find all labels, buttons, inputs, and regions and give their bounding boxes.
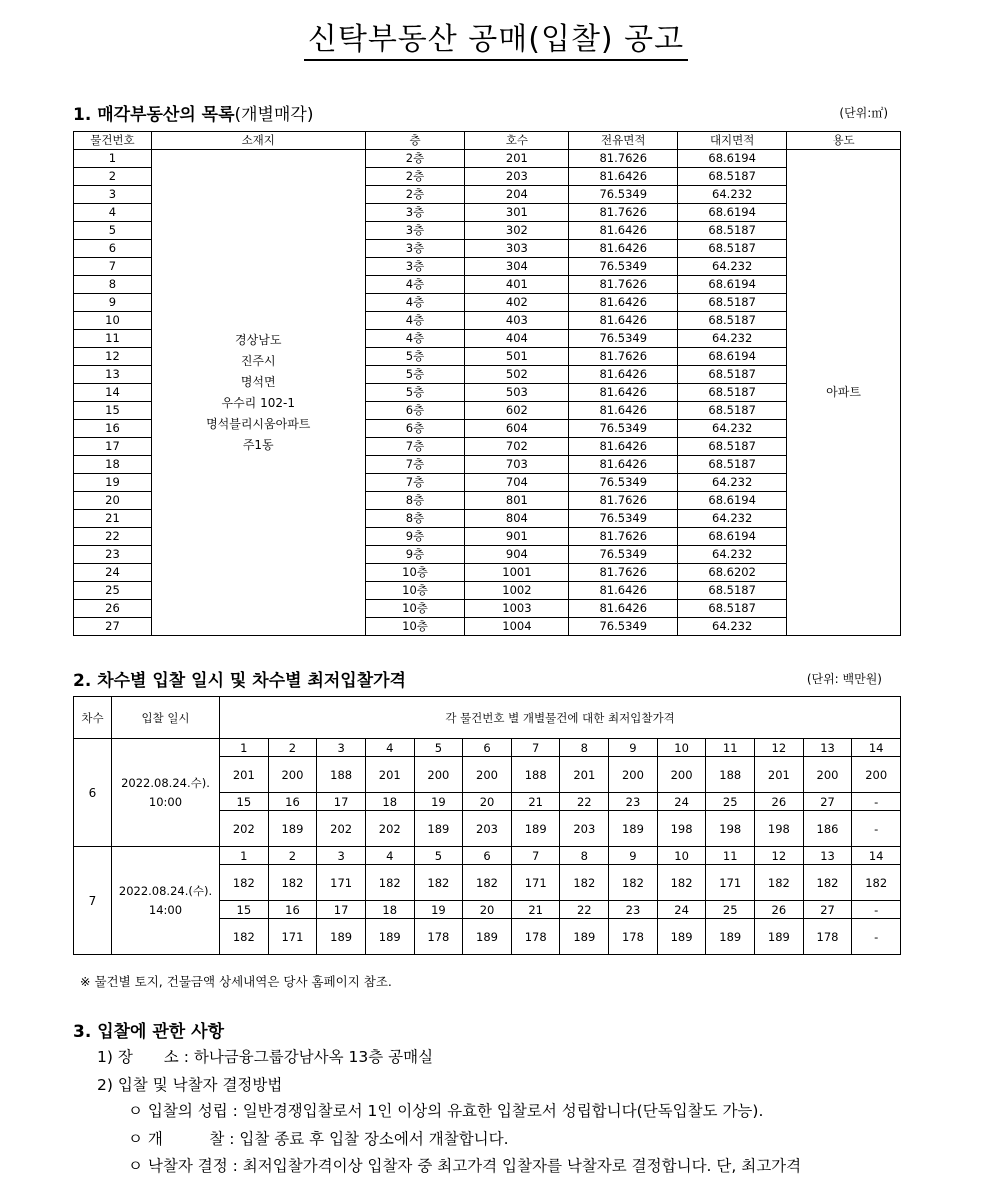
unit-number-cell: 303 [465, 240, 569, 258]
section2-heading: 2. 차수별 입찰 일시 및 차수별 최저입찰가격 [73, 671, 406, 691]
price-cell: 178 [609, 919, 658, 955]
price-cell: 198 [755, 811, 804, 847]
price-cell: 200 [609, 757, 658, 793]
exclusive-area-cell: 81.6426 [569, 168, 678, 186]
location-item: 1) 장 소 : 하나금융그룹강남사옥 13층 공매실 [97, 1048, 434, 1066]
floor-cell: 4층 [365, 276, 465, 294]
floor-cell: 7층 [365, 456, 465, 474]
price-cell: 203 [463, 811, 512, 847]
land-area-cell: 68.5187 [678, 384, 787, 402]
item-number-cell: 9 [609, 739, 658, 757]
price-cell: 189 [657, 919, 706, 955]
section1-unit: (단위:㎡) [839, 106, 888, 120]
exclusive-area-cell: 81.6426 [569, 240, 678, 258]
address-line: 주1동 [242, 437, 274, 452]
item-number-cell: 24 [657, 901, 706, 919]
bid-price-table [73, 696, 901, 955]
item-number-cell: - [852, 901, 901, 919]
item-number-cell: 16 [268, 793, 317, 811]
unit-number-cell: 301 [465, 204, 569, 222]
exclusive-area-cell: 81.6426 [569, 600, 678, 618]
item-number-cell: 20 [74, 492, 152, 510]
land-area-cell: 64.232 [678, 420, 787, 438]
floor-cell: 6층 [365, 402, 465, 420]
item-number-cell: 19 [414, 901, 463, 919]
price-cell: 182 [609, 865, 658, 901]
land-area-cell: 68.5187 [678, 456, 787, 474]
land-area-cell: 68.5187 [678, 312, 787, 330]
item-number-cell: 22 [74, 528, 152, 546]
unit-number-cell: 404 [465, 330, 569, 348]
floor-cell: 5층 [365, 366, 465, 384]
header-row [74, 697, 901, 739]
price-cell: 189 [463, 919, 512, 955]
date-header: 입찰 일시 [112, 697, 220, 739]
land-area-cell: 64.232 [678, 510, 787, 528]
land-area-cell: 68.5187 [678, 402, 787, 420]
unit-number-cell: 1004 [465, 618, 569, 636]
exclusive-area-cell: 81.7626 [569, 528, 678, 546]
price-cell: 189 [706, 919, 755, 955]
page-title [0, 14, 992, 58]
price-cell: 200 [852, 757, 901, 793]
price-cell: 200 [657, 757, 706, 793]
table-row [74, 150, 901, 168]
unit-number-cell: 201 [465, 150, 569, 168]
item-number-cell: 16 [74, 420, 152, 438]
exclusive-area-cell: 81.7626 [569, 204, 678, 222]
land-area-cell: 68.6194 [678, 348, 787, 366]
land-area-cell: 68.5187 [678, 582, 787, 600]
price-cell: 182 [220, 865, 269, 901]
item-number-cell: 1 [74, 150, 152, 168]
exclusive-area-cell: 76.5349 [569, 510, 678, 528]
land-area-cell: 68.5187 [678, 222, 787, 240]
item-number-cell: 11 [706, 739, 755, 757]
price-cell: 200 [268, 757, 317, 793]
property-list-table [73, 131, 901, 636]
floor-cell: 3층 [365, 222, 465, 240]
item-number-cell: 7 [511, 847, 560, 865]
item-number-cell: 9 [609, 847, 658, 865]
land-area-cell: 68.6194 [678, 150, 787, 168]
item-number-cell: 11 [74, 330, 152, 348]
price-cell: - [852, 919, 901, 955]
floor-cell: 5층 [365, 384, 465, 402]
address-line: 진주시 [240, 353, 276, 368]
exclusive-area-cell: 81.6426 [569, 384, 678, 402]
column-header: 물건번호 [74, 132, 152, 150]
item-number-cell: 15 [74, 402, 152, 420]
date-line: 2022.08.24.수). [121, 775, 210, 790]
date-line: 2022.08.24.(수). [118, 883, 213, 898]
unit-number-cell: 703 [465, 456, 569, 474]
price-cell: 200 [414, 757, 463, 793]
item-number-cell: 15 [220, 901, 269, 919]
exclusive-area-cell: 81.7626 [569, 276, 678, 294]
floor-cell: 4층 [365, 294, 465, 312]
item-number-cell: 2 [74, 168, 152, 186]
item-number-cell: 3 [317, 739, 366, 757]
price-cell: 200 [463, 757, 512, 793]
item-number-cell: 24 [74, 564, 152, 582]
table-row [74, 847, 901, 865]
exclusive-area-cell: 76.5349 [569, 186, 678, 204]
price-cell: 189 [560, 919, 609, 955]
item-number-cell: 13 [803, 739, 852, 757]
land-area-cell: 68.6194 [678, 528, 787, 546]
item-number-cell: 8 [560, 847, 609, 865]
round-cell: 6 [74, 739, 112, 847]
round-cell: 7 [74, 847, 112, 955]
item-number-cell: 18 [365, 793, 414, 811]
item-number-cell: 25 [706, 901, 755, 919]
item-number-cell: 14 [852, 847, 901, 865]
item-number-cell: 26 [74, 600, 152, 618]
exclusive-area-cell: 81.7626 [569, 492, 678, 510]
floor-cell: 5층 [365, 348, 465, 366]
land-area-cell: 68.5187 [678, 240, 787, 258]
item-number-cell: - [852, 793, 901, 811]
price-cell: 171 [268, 919, 317, 955]
item-number-cell: 2 [268, 847, 317, 865]
price-cell: 188 [317, 757, 366, 793]
item-number-cell: 13 [74, 366, 152, 384]
floor-cell: 10층 [365, 618, 465, 636]
land-area-cell: 68.5187 [678, 294, 787, 312]
price-cell: 171 [706, 865, 755, 901]
item-number-cell: 19 [74, 474, 152, 492]
price-cell: 182 [560, 865, 609, 901]
item-number-cell: 21 [511, 793, 560, 811]
price-cell: 189 [609, 811, 658, 847]
unit-number-cell: 602 [465, 402, 569, 420]
item-number-cell: 15 [220, 793, 269, 811]
column-header: 용도 [787, 132, 901, 150]
price-cell: 203 [560, 811, 609, 847]
price-cell: 189 [365, 919, 414, 955]
item-number-cell: 14 [852, 739, 901, 757]
item-number-cell: 22 [560, 901, 609, 919]
bullet-opening: ㅇ 개 찰 : 입찰 종료 후 입찰 장소에서 개찰합니다. [128, 1130, 509, 1148]
land-area-cell: 68.6194 [678, 276, 787, 294]
item-number-cell: 27 [803, 793, 852, 811]
floor-cell: 2층 [365, 150, 465, 168]
price-cell: 178 [803, 919, 852, 955]
unit-number-cell: 804 [465, 510, 569, 528]
floor-cell: 9층 [365, 546, 465, 564]
land-area-cell: 68.5187 [678, 600, 787, 618]
item-number-cell: 7 [511, 739, 560, 757]
unit-number-cell: 801 [465, 492, 569, 510]
time-line: 14:00 [148, 902, 183, 917]
section1-heading [73, 100, 313, 125]
item-number-cell: 17 [317, 901, 366, 919]
bullet-establishment: ㅇ 입찰의 성립 : 일반경쟁입찰로서 1인 이상의 유효한 입찰로서 성립합니다(단독입찰도 가능). [128, 1102, 764, 1120]
land-area-cell: 68.6194 [678, 492, 787, 510]
price-cell: 201 [560, 757, 609, 793]
item-number-cell: 12 [755, 847, 804, 865]
item-number-cell: 17 [317, 793, 366, 811]
price-cell: 182 [852, 865, 901, 901]
item-number-cell: 20 [463, 793, 512, 811]
item-number-cell: 25 [706, 793, 755, 811]
land-area-cell: 64.232 [678, 618, 787, 636]
floor-cell: 7층 [365, 438, 465, 456]
land-area-cell: 64.232 [678, 258, 787, 276]
section2-unit: (단위: 백만원) [806, 672, 882, 686]
item-number-cell: 23 [609, 901, 658, 919]
item-number-cell: 24 [657, 793, 706, 811]
floor-cell: 7층 [365, 474, 465, 492]
item-number-cell: 3 [74, 186, 152, 204]
header-row [74, 132, 901, 150]
price-cell: 182 [220, 919, 269, 955]
floor-cell: 10층 [365, 564, 465, 582]
land-area-cell: 68.5187 [678, 168, 787, 186]
item-number-cell: 4 [365, 739, 414, 757]
exclusive-area-cell: 81.7626 [569, 564, 678, 582]
exclusive-area-cell: 76.5349 [569, 474, 678, 492]
land-area-cell: 68.6202 [678, 564, 787, 582]
item-number-cell: 17 [74, 438, 152, 456]
unit-number-cell: 1002 [465, 582, 569, 600]
land-area-cell: 68.5187 [678, 366, 787, 384]
item-number-cell: 22 [560, 793, 609, 811]
item-number-cell: 12 [755, 739, 804, 757]
price-cell: 178 [511, 919, 560, 955]
price-cell: 202 [220, 811, 269, 847]
floor-cell: 8층 [365, 510, 465, 528]
usage-cell: 아파트 [787, 150, 901, 636]
unit-number-cell: 302 [465, 222, 569, 240]
unit-number-cell: 1001 [465, 564, 569, 582]
exclusive-area-cell: 81.6426 [569, 438, 678, 456]
item-number-cell: 7 [74, 258, 152, 276]
item-number-cell: 10 [74, 312, 152, 330]
unit-number-cell: 1003 [465, 600, 569, 618]
column-header: 전유면적 [569, 132, 678, 150]
item-number-cell: 8 [74, 276, 152, 294]
land-area-cell: 68.6194 [678, 204, 787, 222]
unit-number-cell: 604 [465, 420, 569, 438]
page-title-text: 신탁부동산 공매(입찰) 공고 [304, 22, 688, 61]
exclusive-area-cell: 76.5349 [569, 420, 678, 438]
exclusive-area-cell: 81.6426 [569, 312, 678, 330]
land-area-cell: 64.232 [678, 474, 787, 492]
unit-number-cell: 704 [465, 474, 569, 492]
price-cell: 198 [706, 811, 755, 847]
floor-cell: 3층 [365, 258, 465, 276]
exclusive-area-cell: 76.5349 [569, 546, 678, 564]
item-number-cell: 6 [74, 240, 152, 258]
item-number-cell: 18 [74, 456, 152, 474]
time-line: 10:00 [148, 794, 183, 809]
unit-number-cell: 204 [465, 186, 569, 204]
unit-number-cell: 501 [465, 348, 569, 366]
date-cell [112, 739, 220, 847]
unit-number-cell: 502 [465, 366, 569, 384]
floor-cell: 8층 [365, 492, 465, 510]
price-cell: 200 [803, 757, 852, 793]
section1-heading-suffix: (개별매각) [234, 105, 314, 125]
exclusive-area-cell: 76.5349 [569, 330, 678, 348]
price-cell: 198 [657, 811, 706, 847]
item-number-cell: 1 [220, 847, 269, 865]
item-number-cell: 27 [803, 901, 852, 919]
item-number-cell: 11 [706, 847, 755, 865]
floor-cell: 10층 [365, 600, 465, 618]
unit-number-cell: 403 [465, 312, 569, 330]
item-number-cell: 13 [803, 847, 852, 865]
address-line: 명석면 [240, 374, 276, 389]
land-area-cell: 64.232 [678, 546, 787, 564]
item-number-cell: 5 [74, 222, 152, 240]
exclusive-area-cell: 76.5349 [569, 618, 678, 636]
price-cell: 182 [755, 865, 804, 901]
unit-number-cell: 402 [465, 294, 569, 312]
item-number-cell: 9 [74, 294, 152, 312]
exclusive-area-cell: 81.7626 [569, 348, 678, 366]
date-cell [112, 847, 220, 955]
exclusive-area-cell: 81.6426 [569, 222, 678, 240]
land-area-cell: 64.232 [678, 186, 787, 204]
item-number-cell: 4 [74, 204, 152, 222]
floor-cell: 10층 [365, 582, 465, 600]
price-cell: 202 [317, 811, 366, 847]
price-cell: 182 [268, 865, 317, 901]
unit-number-cell: 401 [465, 276, 569, 294]
item-number-cell: 20 [463, 901, 512, 919]
item-number-cell: 21 [511, 901, 560, 919]
land-area-cell: 64.232 [678, 330, 787, 348]
price-cell: 182 [803, 865, 852, 901]
item-number-cell: 10 [657, 847, 706, 865]
land-area-cell: 68.5187 [678, 438, 787, 456]
price-cell: 188 [511, 757, 560, 793]
item-number-cell: 10 [657, 739, 706, 757]
price-cell: 171 [317, 865, 366, 901]
item-number-cell: 3 [317, 847, 366, 865]
item-number-cell: 26 [755, 793, 804, 811]
exclusive-area-cell: 81.6426 [569, 402, 678, 420]
item-number-cell: 19 [414, 793, 463, 811]
address-line: 경상남도 [235, 332, 282, 347]
price-cell: 189 [511, 811, 560, 847]
item-number-cell: 4 [365, 847, 414, 865]
floor-cell: 9층 [365, 528, 465, 546]
item-number-cell: 14 [74, 384, 152, 402]
address-line: 명석블리시움아파트 [206, 416, 311, 431]
floor-cell: 2층 [365, 168, 465, 186]
address-line: 우수리 102-1 [221, 395, 295, 410]
price-cell: 186 [803, 811, 852, 847]
price-cell: 189 [268, 811, 317, 847]
item-number-cell: 5 [414, 739, 463, 757]
price-cell: 182 [414, 865, 463, 901]
exclusive-area-cell: 81.6426 [569, 582, 678, 600]
item-number-cell: 21 [74, 510, 152, 528]
floor-cell: 4층 [365, 312, 465, 330]
exclusive-area-cell: 81.6426 [569, 294, 678, 312]
item-number-cell: 2 [268, 739, 317, 757]
exclusive-area-cell: 81.7626 [569, 150, 678, 168]
unit-number-cell: 702 [465, 438, 569, 456]
price-cell: 188 [706, 757, 755, 793]
exclusive-area-cell: 81.6426 [569, 366, 678, 384]
price-cell: - [852, 811, 901, 847]
section1-heading-text: 1. 매각부동산의 목록 [73, 105, 235, 125]
item-number-cell: 8 [560, 739, 609, 757]
item-number-cell: 12 [74, 348, 152, 366]
column-header: 층 [365, 132, 465, 150]
unit-number-cell: 304 [465, 258, 569, 276]
price-cell: 201 [755, 757, 804, 793]
exclusive-area-cell: 81.6426 [569, 456, 678, 474]
price-cell: 201 [220, 757, 269, 793]
unit-number-cell: 503 [465, 384, 569, 402]
floor-cell: 3층 [365, 204, 465, 222]
price-cell: 171 [511, 865, 560, 901]
method-item: 2) 입찰 및 낙찰자 결정방법 [97, 1076, 283, 1094]
item-number-cell: 26 [755, 901, 804, 919]
price-cell: 189 [755, 919, 804, 955]
item-number-cell: 27 [74, 618, 152, 636]
section3-heading: 3. 입찰에 관한 사항 [73, 1022, 224, 1042]
floor-cell: 2층 [365, 186, 465, 204]
item-number-cell: 18 [365, 901, 414, 919]
prices-header: 각 물건번호 별 개별물건에 대한 최저입찰가격 [220, 697, 901, 739]
floor-cell: 4층 [365, 330, 465, 348]
item-number-cell: 6 [463, 847, 512, 865]
price-cell: 189 [414, 811, 463, 847]
column-header: 소재지 [151, 132, 365, 150]
price-cell: 178 [414, 919, 463, 955]
item-number-cell: 16 [268, 901, 317, 919]
price-cell: 202 [365, 811, 414, 847]
exclusive-area-cell: 76.5349 [569, 258, 678, 276]
item-number-cell: 25 [74, 582, 152, 600]
item-number-cell: 6 [463, 739, 512, 757]
item-number-cell: 23 [609, 793, 658, 811]
floor-cell: 3층 [365, 240, 465, 258]
price-cell: 182 [657, 865, 706, 901]
floor-cell: 6층 [365, 420, 465, 438]
price-cell: 182 [365, 865, 414, 901]
address-cell [151, 150, 365, 636]
unit-number-cell: 904 [465, 546, 569, 564]
price-cell: 189 [317, 919, 366, 955]
unit-number-cell: 203 [465, 168, 569, 186]
table-row [74, 739, 901, 757]
price-cell: 182 [463, 865, 512, 901]
unit-number-cell: 901 [465, 528, 569, 546]
price-cell: 201 [365, 757, 414, 793]
round-header: 차수 [74, 697, 112, 739]
price-note: ※ 물건별 토지, 건물금액 상세내역은 당사 홈페이지 참조. [80, 974, 392, 989]
item-number-cell: 1 [220, 739, 269, 757]
column-header: 대지면적 [678, 132, 787, 150]
item-number-cell: 5 [414, 847, 463, 865]
bullet-winner: ㅇ 낙찰자 결정 : 최저입찰가격이상 입찰자 중 최고가격 입찰자를 낙찰자로 결정합니다. 단, 최고가격 [128, 1157, 802, 1175]
column-header: 호수 [465, 132, 569, 150]
item-number-cell: 23 [74, 546, 152, 564]
